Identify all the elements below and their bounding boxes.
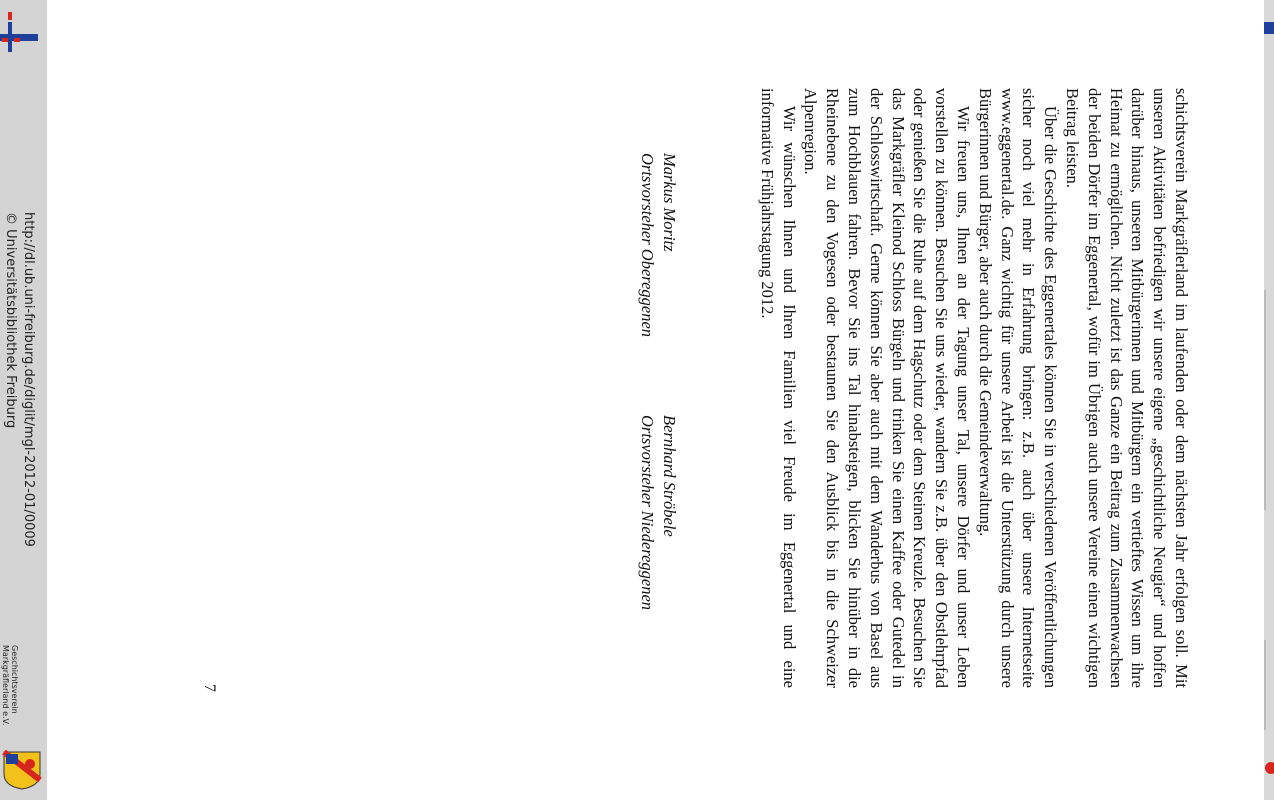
signature-left-title: Ortsvorsteher Obereggenen [638, 153, 657, 338]
paragraph-4: Wir wünschen Ihnen und Ihren Familien viel Freude im Eggenertal und eine informative Frühjahrstagung 2012. [757, 88, 799, 688]
right-edge-decor-icon [1262, 0, 1274, 800]
document-page [47, 0, 1264, 800]
paragraph-3: Wir freuen uns, Ihnen an der Tagung unser Tal, unsere Dörfer und unser Leben vorstellen zu können. Besuchen Sie uns wieder, wandern Sie z.B. über den Obstlehrpfad oder genießen Sie die Ruhe auf dem Hagschutz oder dem Steinen Kreuzle. Besuchen Sie das Markgräfler Kleinod Schloss Bürgeln und trinken Sie einen Kaffee oder Gutedel in der Schlosswirtschaft. Gerne können Sie aber auch mit dem Wanderbus von Basel aus zum Hochblauen fahren. Bevor Sie ins Tal hinabsteigen, blicken Sie hinüber in die Rheinebene zu den Vogesen oder bestaunen Sie den Ausblick bis in die Schweizer Alpenregion. [801, 88, 974, 688]
signature-left-name: Markus Moritz [660, 153, 679, 252]
paragraph-1: schichtsverein Markgräflerland im laufenden oder dem nächsten Jahr erfolgen soll. Mit unseren Aktivitäten befriedigen wir unsere eigene „geschichtliche Neugier“ und hoffen darüber hinaus, unseren Mitbürgerinnen und Mitbürgern ein vertieftes Wissen um ihre Heimat zu ermöglichen. Nicht zuletzt ist das Ganze ein Beitrag zum Zusammenwachsen der beiden Dörfer im Eggenertal, wofür im Übrigen auch unsere Vereine einen wichtigen Beitrag leisten. [1063, 88, 1191, 688]
body-text [756, 88, 1192, 688]
signature-right-title: Ortsvorsteher Niedereggenen [638, 415, 657, 611]
society-line-1: Geschichtsverein [10, 645, 19, 714]
paragraph-2: Über die Geschichte des Eggenertales können Sie in verschiedenen Veröffentlichungen sicher noch viel mehr in Erfahrung bringen: z.B. auch über unsere Internetseite www.eggenertal.de. Ganz wichtig für unsere Arbeit ist die Unterstützung durch unsere Bürgerinnen und Bürger, aber auch durch die Gemeindeverwaltung. [975, 88, 1061, 688]
coat-of-arms-icon [2, 750, 42, 790]
library-logo-icon [0, 8, 40, 52]
right-edge-marks [1262, 0, 1274, 800]
footer-url[interactable] [1, 212, 37, 547]
signature-right-name: Bernhard Ströbele [660, 415, 679, 537]
footer-url-link[interactable]: http://dl.ub.uni-freiburg.de/diglit/mgl-2012-01/0009 [21, 212, 36, 547]
society-name [1, 645, 19, 726]
page-number: 7 [201, 684, 218, 692]
footer-copyright: © Universitätsbibliothek Freiburg [3, 212, 18, 429]
society-line-2: Markgräflerland e.V. [1, 645, 10, 726]
